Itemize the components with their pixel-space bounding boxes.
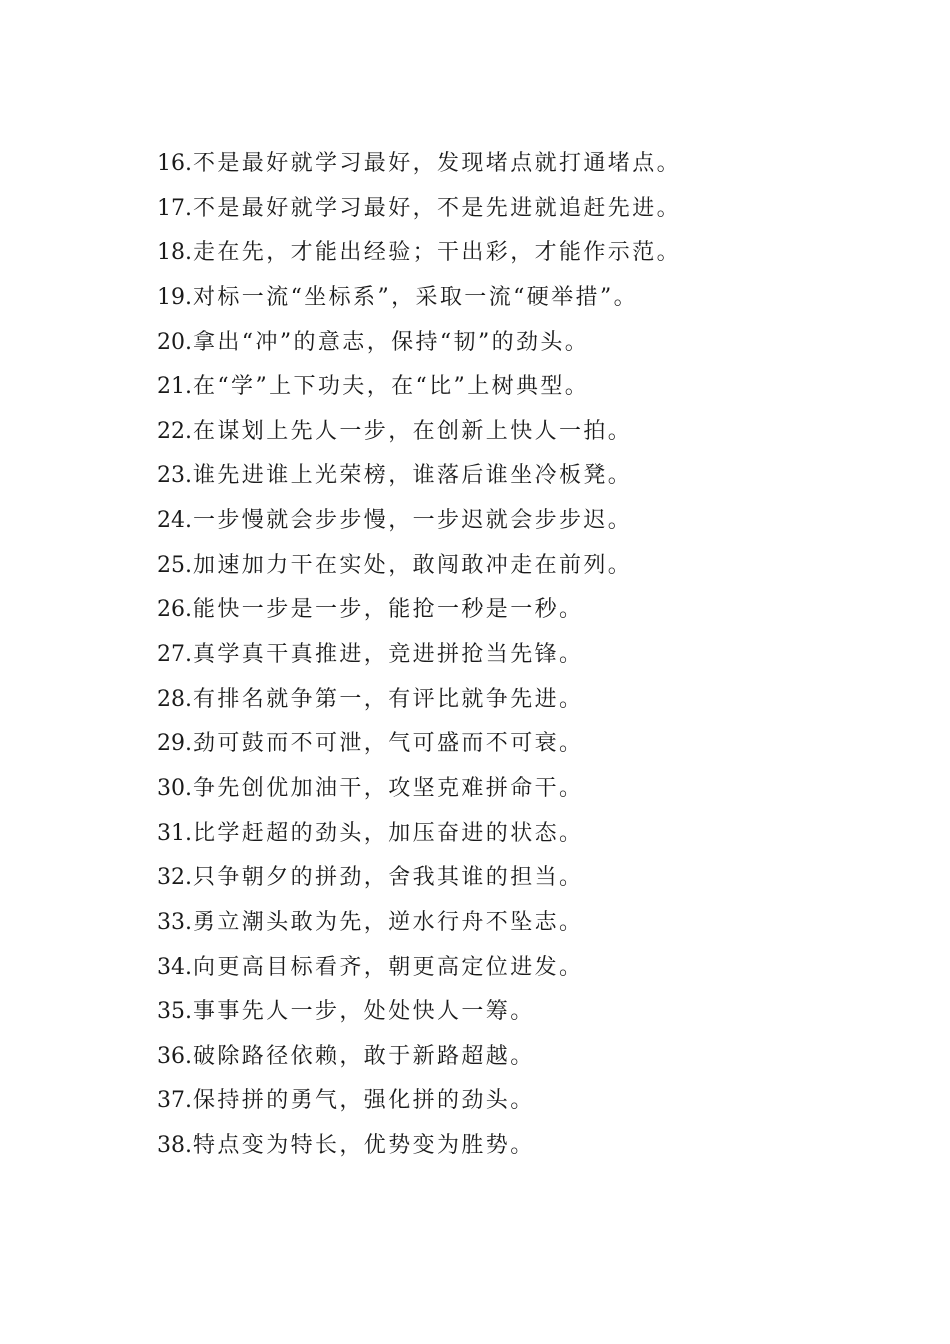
- list-item: [157, 722, 681, 767]
- item-number: 17.: [157, 195, 192, 221]
- item-text: 拿出“冲”的意志，保持“韧”的劲头。: [193, 329, 590, 355]
- item-text: 一步慢就会步步慢，一步迟就会步步迟。: [193, 508, 633, 534]
- item-text: 在“学”上下功夫，在“比”上树典型。: [193, 374, 590, 400]
- item-text: 有排名就争第一，有评比就争先进。: [193, 686, 584, 712]
- list-item: [157, 588, 681, 633]
- list-item: [157, 812, 681, 857]
- list-item: [157, 276, 681, 321]
- item-text: 只争朝夕的拼劲，舍我其谁的担当。: [193, 865, 584, 891]
- item-text: 谁先进谁上光荣榜，谁落后谁坐冷板凳。: [193, 463, 633, 489]
- item-text: 特点变为特长，优势变为胜势。: [193, 1133, 535, 1159]
- item-text: 对标一流“坐标系”，采取一流“硬举措”。: [193, 284, 638, 310]
- item-text: 争先创优加油干，攻坚克难拼命干。: [193, 775, 584, 801]
- item-number: 25.: [157, 552, 192, 578]
- slogan-list: [157, 142, 681, 1169]
- item-number: 22.: [157, 418, 192, 444]
- item-number: 23.: [157, 463, 192, 489]
- item-number: 35.: [157, 999, 192, 1025]
- list-item: [157, 990, 681, 1035]
- list-item: [157, 901, 681, 946]
- list-item: [157, 1035, 681, 1080]
- item-text: 比学赶超的劲头，加压奋进的状态。: [193, 820, 584, 846]
- item-text: 向更高目标看齐，朝更高定位进发。: [193, 954, 584, 980]
- list-item: [157, 187, 681, 232]
- item-text: 事事先人一步，处处快人一筹。: [193, 999, 535, 1025]
- list-item: [157, 410, 681, 455]
- item-text: 劲可鼓而不可泄，气可盛而不可衰。: [193, 731, 584, 757]
- item-text: 加速加力干在实处，敢闯敢冲走在前列。: [193, 552, 633, 578]
- list-item: [157, 1124, 681, 1169]
- item-number: 29.: [157, 731, 192, 757]
- item-text: 破除路径依赖，敢于新路超越。: [193, 1043, 535, 1069]
- list-item: [157, 633, 681, 678]
- item-number: 33.: [157, 909, 192, 935]
- item-number: 16.: [157, 151, 192, 176]
- list-item: [157, 499, 681, 544]
- item-number: 19.: [157, 284, 192, 310]
- list-item: [157, 321, 681, 366]
- list-item: [157, 454, 681, 499]
- item-number: 21.: [157, 374, 192, 400]
- list-item: [157, 231, 681, 276]
- item-number: 34.: [157, 954, 192, 980]
- item-number: 31.: [157, 820, 192, 846]
- item-text: 保持拼的勇气，强化拼的劲头。: [193, 1088, 535, 1114]
- list-item: [157, 365, 681, 410]
- item-text: 走在先，才能出经验；干出彩，才能作示范。: [193, 240, 682, 266]
- item-number: 32.: [157, 865, 192, 891]
- item-number: 27.: [157, 642, 192, 668]
- item-number: 36.: [157, 1043, 192, 1069]
- item-text: 能快一步是一步，能抢一秒是一秒。: [193, 597, 584, 623]
- list-item: [157, 946, 681, 991]
- item-number: 26.: [157, 597, 192, 623]
- item-number: 37.: [157, 1088, 192, 1114]
- item-text: 不是最好就学习最好，不是先进就追赶先进。: [193, 195, 682, 221]
- item-number: 30.: [157, 775, 192, 801]
- item-number: 20.: [157, 329, 192, 355]
- item-number: 28.: [157, 686, 192, 712]
- list-item: [157, 1079, 681, 1124]
- list-item: [157, 678, 681, 723]
- item-text: 勇立潮头敢为先，逆水行舟不坠志。: [193, 909, 584, 935]
- list-item: [157, 142, 681, 187]
- list-item: [157, 544, 681, 589]
- item-number: 18.: [157, 240, 192, 266]
- item-text: 不是最好就学习最好，发现堵点就打通堵点。: [193, 151, 682, 176]
- item-text: 在谋划上先人一步，在创新上快人一拍。: [193, 418, 633, 444]
- list-item: [157, 767, 681, 812]
- item-number: 38.: [157, 1133, 192, 1159]
- list-item: [157, 856, 681, 901]
- item-number: 24.: [157, 508, 192, 534]
- item-text: 真学真干真推进，竞进拼抢当先锋。: [193, 642, 584, 668]
